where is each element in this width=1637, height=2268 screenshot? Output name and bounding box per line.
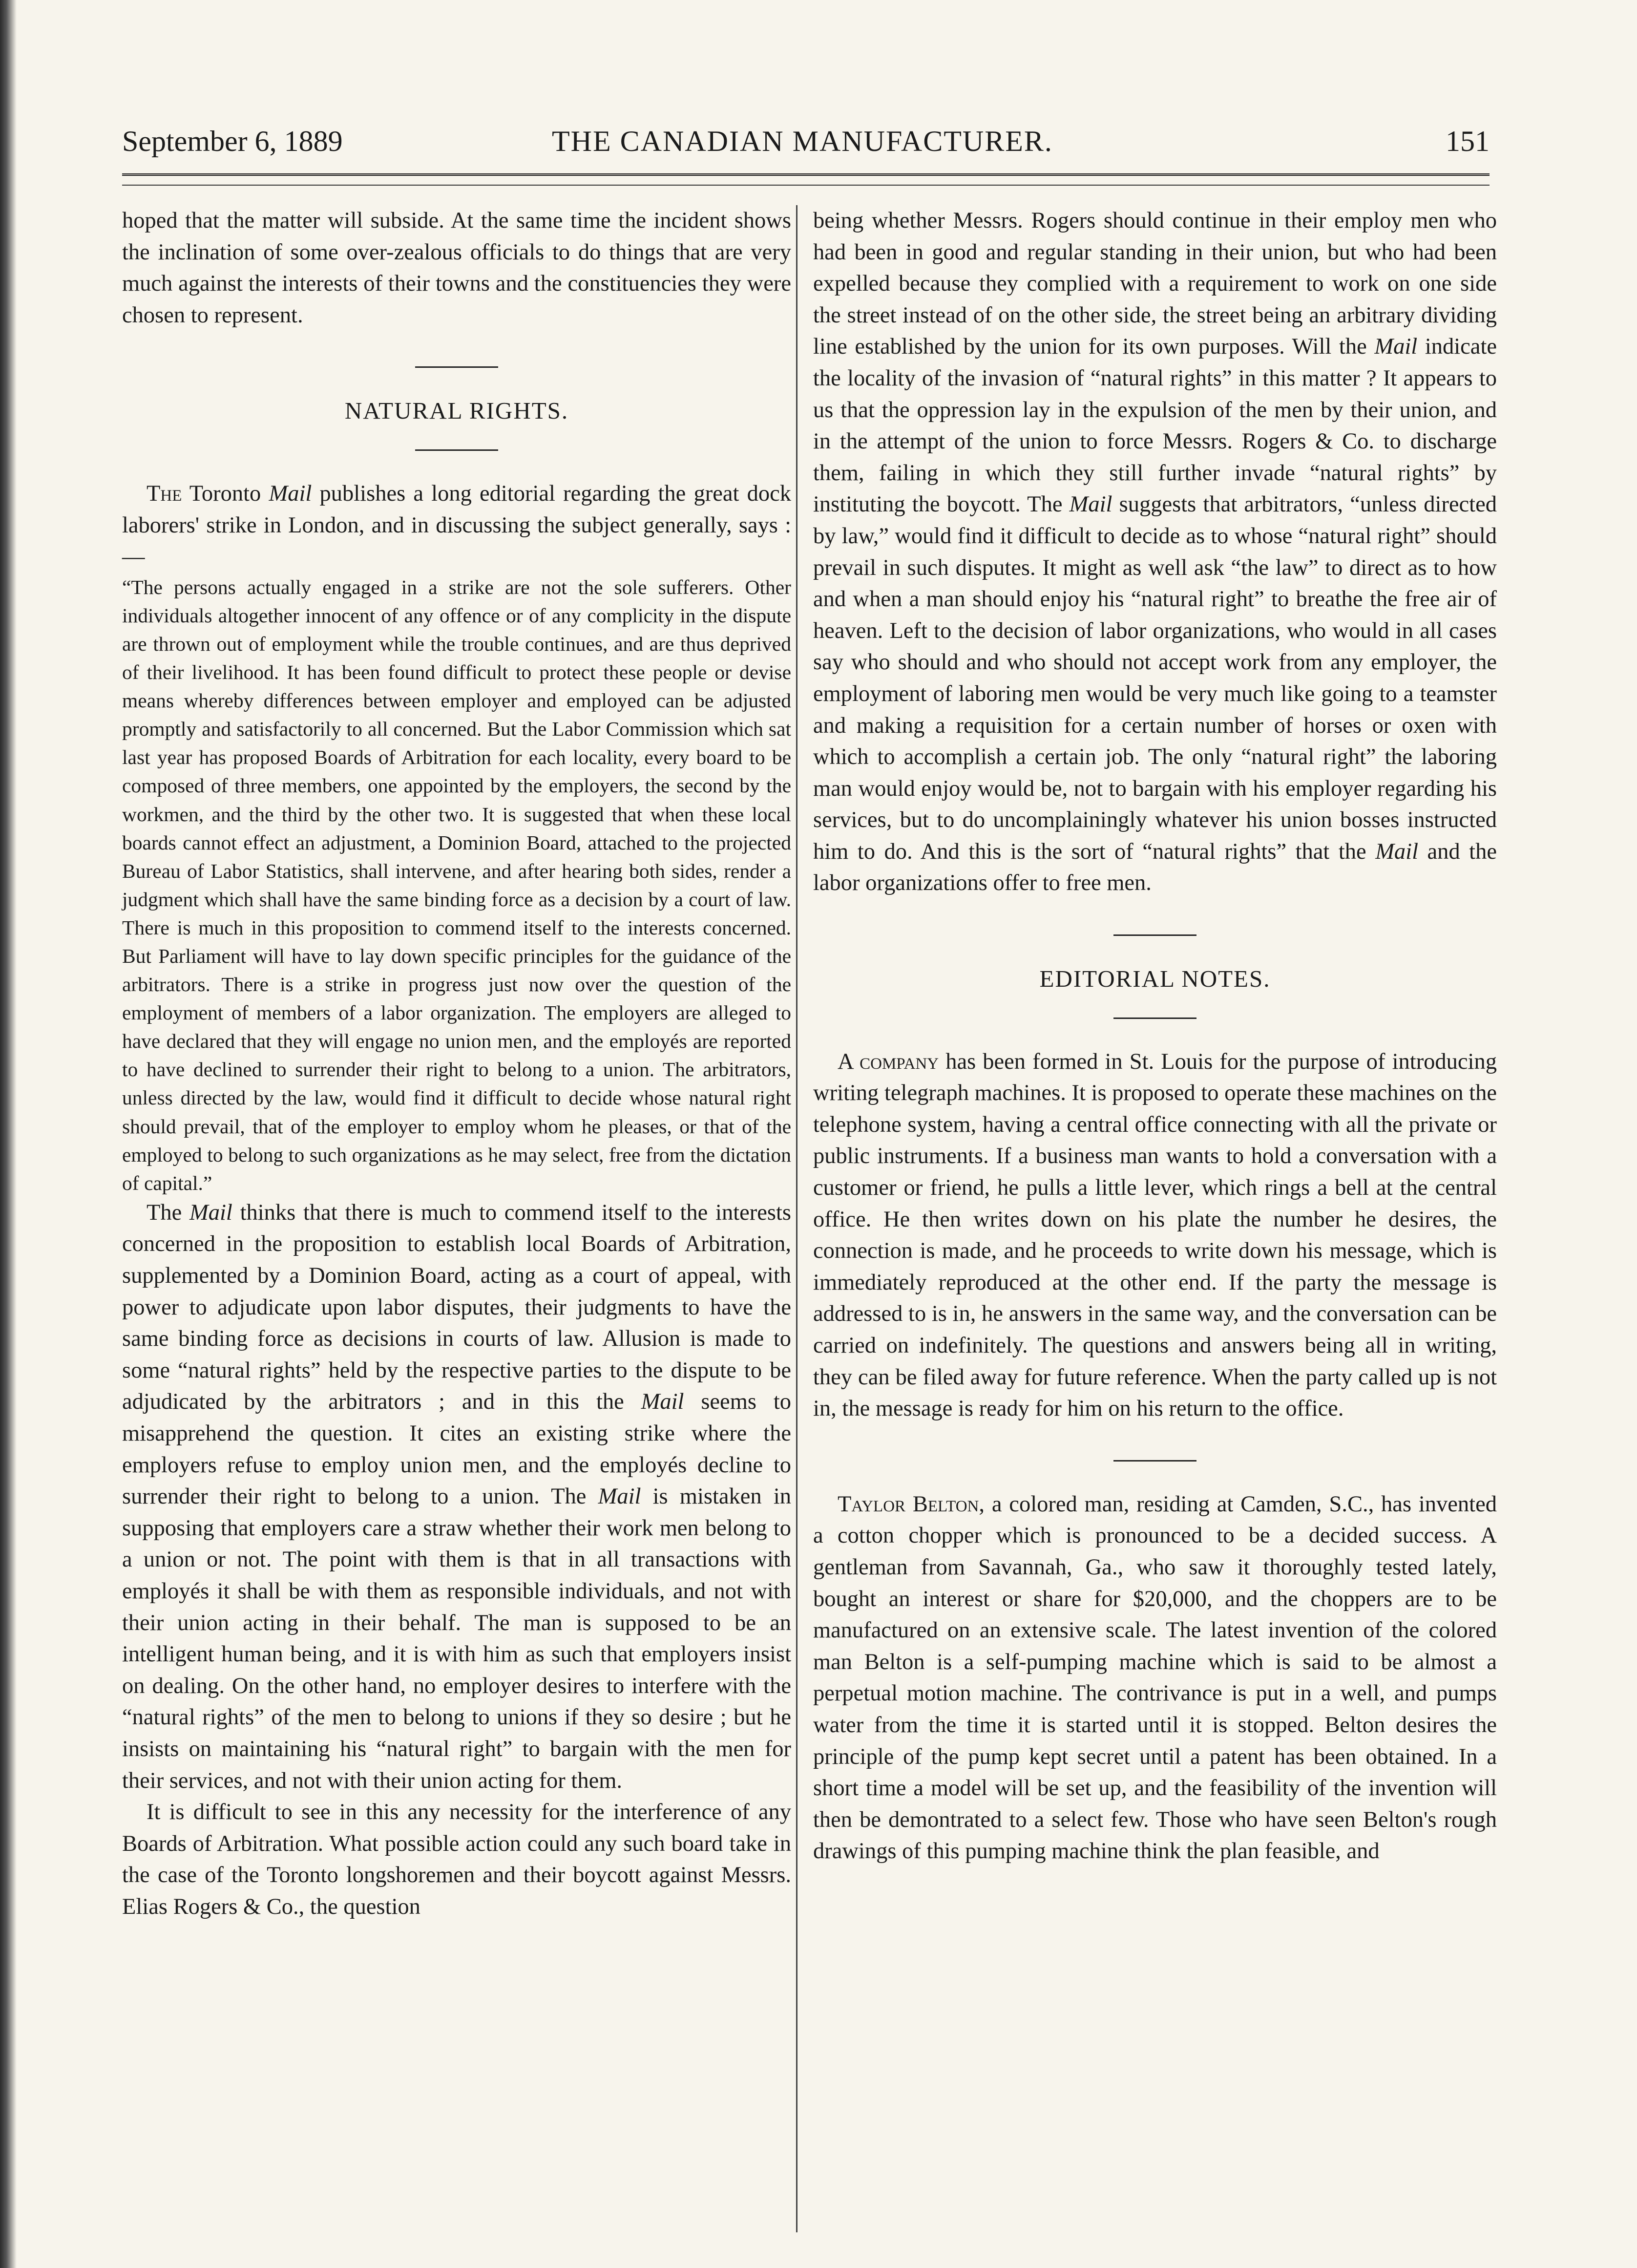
header-rule xyxy=(122,185,1490,186)
page-number: 151 xyxy=(1446,125,1490,157)
italic-mail: Mail xyxy=(1375,839,1419,864)
text-run: is mistaken in supposing that employers care a straw whether their work men belong to a union or not. The point with them is that in all transactions with employés it shall be with them as responsible individuals, and not with their union acting in their behalf. The man is supposed to be an intelligent human being, and it is with him as such that employers insist on dealing. On the other hand, no employer desires to interfere with the “natural rights” of the men to belong to unions if they so desire ; but he insists on maintaining his “natural right” to bargain with the men for their services, and not with their union acting for them. xyxy=(122,1484,791,1793)
lead-word: Taylor Belton xyxy=(838,1491,979,1517)
text-run: and the labor organizations offer to free men. xyxy=(813,839,1497,896)
paragraph xyxy=(122,1197,791,1797)
quoted-editorial: “The persons actually engaged in a strike are not the sole sufferers. Other individuals altogether innocent of any offence or of any complicity in the dispute are thrown out of employment while the trouble continues, and are thus deprived of their livelihood. It has been found difficult to protect these people or devise means whereby differences between employer and employed can be adjusted promptly and satisfactorily to all concerned. But the Labor Commission which sat last year has proposed Boards of Arbitration for each locality, every board to be composed of three members, one appointed by the employers, the second by the workmen, and the third by the other two. It is suggested that when these local boards cannot effect an adjustment, a Dominion Board, attached to the projected Bureau of Labor Statistics, shall intervene, and after hearing both sides, render a judgment which shall have the same binding force as a decision by a court of law. There is much in this proposition to commend itself to the interests concerned. But Parliament will have to lay down specific principles for the guidance of the arbitrators. There is a strike in progress just now over the question of the employment of members of a labor organization. The employers are alleged to have declared that they will engage no union men, and the employés are reported to have declined to surrender their right to belong to a union. The arbitrators, unless directed by the law, would find it difficult to decide whose natural right should prevail, that of the employer to employ whom he pleases, or that of the employed to belong to such organizations as he may select, free from the dictation of capital.” xyxy=(122,575,791,1194)
text-run: seems to misapprehend the question. It cites an existing strike where the employers refuse to employ union men, and the employés decline to surrender their right to belong to a union. The xyxy=(122,1389,791,1509)
text-run: The xyxy=(147,1200,190,1225)
text-run: , a colored man, residing at Camden, S.C., has invented a cotton chopper which is pronounced to be a decided success. A gentleman from Savannah, Ga., who saw it thoroughly tested lately, bought an interest or share for $20,000, and the choppers are to be manufactured on an extensive scale. The latest invention of the colored man Belton is a self-pumping machine which is said to be almost a perpetual motion machine. The contrivance is put in a well, and pumps water from the time it is started until it is stopped. Belton desires the principle of the pump kept secret until a patent has been obtained. In a short time a model will be set up, and the feasibility of the invention will then be demontrated to a select few. Those who have seen Belton's rough drawings of this pumping machine think the plan feasible, and xyxy=(813,1491,1497,1864)
right-column xyxy=(813,205,1497,1867)
italic-mail: Mail xyxy=(1069,492,1112,517)
italic-mail: Mail xyxy=(641,1389,684,1415)
lead-word: The xyxy=(147,481,182,506)
text-run: suggests that arbitrators, “unless directed by law,” would find it difficult to decide as to whose “natural right” should prevail in such disputes. It might as well ask “the law” to direct as to how and when a man should enjoy his “natural right” to breathe the free air of heaven. Left to the decision of labor organizations, who would in all cases say who should and who should not accept work from any employer, the employment of laboring men would be very much like going to a teamster and making a requisition for a certain number of horses or oxen with which to accomplish a certain job. The only “natural right” the laboring man would enjoy would be, not to bargain with his employer regarding his services, but to do uncomplainingly whatever his union bosses instructed him to do. And this is the sort of “natural rights” that the xyxy=(813,492,1497,864)
text-run: being whether Messrs. Rogers should continue in their employ men who had been in good and regular standing in their union, but who had been expelled because they complied with a requirement to work on one side the street instead of on the other side, the street being an arbitrary dividing line established by the union for its own purposes. Will the xyxy=(813,208,1497,360)
lead-word: A company xyxy=(838,1049,939,1074)
binding-edge xyxy=(0,0,17,2268)
text-run: indicate the locality of the invasion of “natural rights” in this matter ? It appears to us that the oppression lay in the expulsion of the men by their union, and in the attempt of the union to force Messrs. Rogers & Co. to discharge them, failing in which they still further invade “natural rights” by instituting the boycott. The xyxy=(813,334,1497,517)
italic-mail: Mail xyxy=(598,1484,641,1509)
section-title-natural-rights: NATURAL RIGHTS. xyxy=(344,397,569,424)
section-title-editorial-notes: EDITORIAL NOTES. xyxy=(1039,965,1271,993)
text-run: has been formed in St. Louis for the purpose of introducing writing telegraph machines. It is proposed to operate these machines on the telephone system, having a central office connecting with all the private or public instruments. If a business man wants to hold a conversation with a customer or friend, he pulls a little lever, which rings a bell at the central office. He then writes down on his plate the number he desires, the connection is made, and he proceeds to write down his message, which is immediately reproduced at the other end. If the party the message is addressed to is in, he answers in the same way, and the conversation can be carried on indefinitely. The questions and answers being all in writing, they can be filed away for future reference. When the party called up is not in, the message is ready for him on his return to the office. xyxy=(813,1049,1497,1421)
note-writing-telegraph xyxy=(813,1046,1497,1425)
italic-mail: Mail xyxy=(1374,334,1418,360)
paragraph xyxy=(122,478,791,573)
paragraph xyxy=(813,205,1497,899)
italic-mail: Mail xyxy=(269,481,312,506)
page-header xyxy=(122,125,1490,169)
paragraph: It is difficult to see in this any necessity for the interference of any Boards of Arbitration. What possible action could any such board take in the case of the Toronto longshoremen and their boycott against Messrs. Elias Rogers & Co., the question xyxy=(122,1800,791,1919)
header-double-rule xyxy=(122,173,1490,176)
text-run: Toronto xyxy=(182,481,269,506)
left-column xyxy=(122,205,791,1923)
text-run: thinks that there is much to commend itself to the interests concerned in the proposition to establish local Boards of Arbitration, supplemented by a Dominion Board, acting as a court of appeal, with power to adjudicate upon labor disputes, their judgments to have the same binding force as decisions in courts of law. Allusion is made to some “natural rights” held by the respective parties to the dispute to be adjudicated by the arbitrators ; and in this the xyxy=(122,1200,791,1415)
note-taylor-belton xyxy=(813,1489,1497,1867)
column-divider xyxy=(796,205,798,2232)
continued-paragraph: hoped that the matter will subside. At the same time the incident shows the inclination of some over-zealous officials to do things that are very much against the interests of their towns and the constituencies they were chosen to represent. xyxy=(122,208,791,328)
publication-title: THE CANADIAN MANUFACTURER. xyxy=(552,125,1053,157)
text-run: publishes a long editorial regarding the great dock laborers' strike in London, and in discussing the subject generally, says :— xyxy=(122,481,791,570)
issue-date: September 6, 1889 xyxy=(122,125,343,157)
italic-mail: Mail xyxy=(189,1200,232,1225)
